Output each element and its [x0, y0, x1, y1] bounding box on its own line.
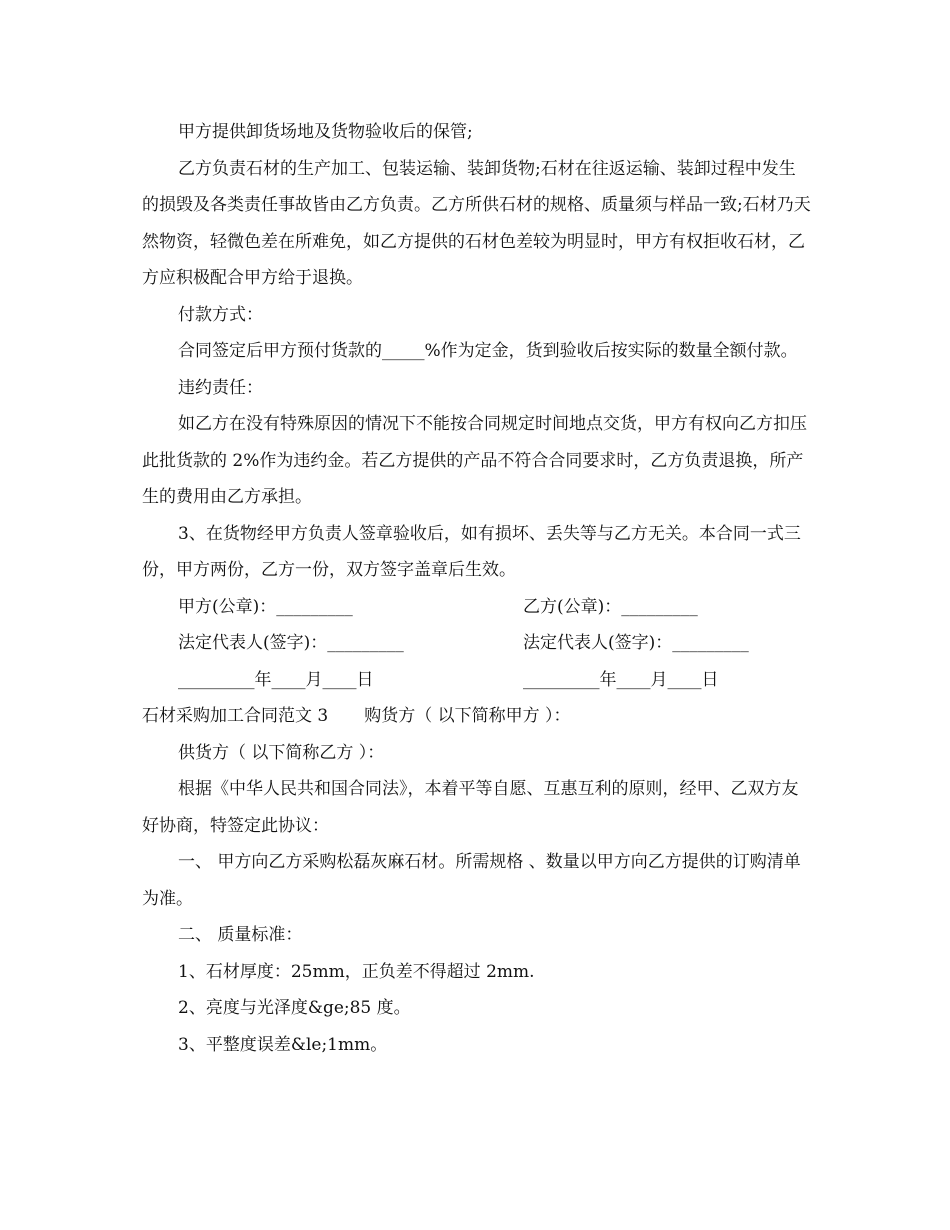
- signature-row-representative: [142, 625, 812, 662]
- signature-row-date: [142, 662, 812, 699]
- signature-row-seal: [142, 589, 812, 626]
- paragraph-breach-terms: 如乙方在没有特殊原因的情况下不能按合同规定时间地点交货，甲方有权向乙方扣压此批货款的 2%作为违约金。若乙方提供的产品不符合合同要求时，乙方负责退换，所产生的费用由乙方承担。: [142, 414, 807, 507]
- buyer-label: 购货方（ 以下简称甲方 ）：: [364, 706, 571, 726]
- paragraph-quality-heading: 二、 质量标准：: [178, 925, 303, 945]
- paragraph-clause-one: 一、 甲方向乙方采购松磊灰麻石材。所需规格 、数量以甲方向乙方提供的订购清单为准。: [142, 852, 801, 909]
- section-title: 石材采购加工合同范文 3: [142, 706, 329, 726]
- paragraph-gloss: 2、亮度与光泽度&ge;85 度。: [178, 998, 411, 1018]
- party-b-seal-line: 乙方(公章)：_________: [523, 596, 698, 617]
- party-b-date-line: _________年____月____日: [523, 669, 719, 690]
- party-a-date-line: _________年____月____日: [178, 669, 374, 690]
- paragraph-breach-heading: 违约责任：: [178, 377, 263, 398]
- document-body: [142, 114, 812, 1063]
- paragraph-legal-basis: 根据《中华人民共和国合同法》，本着平等自愿、互惠互利的原则，经甲、乙双方友好协商，特签定此协议：: [142, 779, 799, 836]
- paragraph-payment-terms: 合同签定后甲方预付货款的_____%作为定金，货到验收后按实际的数量全额付款。: [178, 341, 798, 361]
- section-heading-line: [142, 698, 812, 735]
- paragraph-payment-heading: 付款方式：: [178, 304, 263, 325]
- party-a-representative-line: 法定代表人(签字)：_________: [178, 633, 404, 653]
- paragraph-seller-label: 供货方（ 以下简称乙方 ）：: [178, 742, 385, 763]
- party-b-representative-line: 法定代表人(签字)：_________: [523, 633, 749, 653]
- paragraph-thickness: 1、石材厚度：25mm，正负差不得超过 2mm.: [178, 961, 535, 982]
- party-a-seal-line: 甲方(公章)：_________: [178, 596, 353, 617]
- paragraph-flatness: 3、平整度误差&le;1mm。: [178, 1034, 388, 1055]
- paragraph-supplier-responsibility: 乙方负责石材的生产加工、包装运输、装卸货物;石材在往返运输、装卸过程中发生的损毁及各类责任事故皆由乙方负责。乙方所供石材的规格、质量须与样品一致;石材乃天然物资，轻微色差在所难免，如乙方提供的石材色差较为明显时，甲方有权拒收石材，乙方应积极配合甲方给于退换。: [142, 158, 811, 288]
- paragraph-clause-3: 3、在货物经甲方负责人签章验收后，如有损坏、丢失等与乙方无关。本合同一式三份，甲方两份，乙方一份，双方签字盖章后生效。: [142, 523, 801, 580]
- paragraph-unloading-site: 甲方提供卸货场地及货物验收后的保管;: [178, 122, 473, 142]
